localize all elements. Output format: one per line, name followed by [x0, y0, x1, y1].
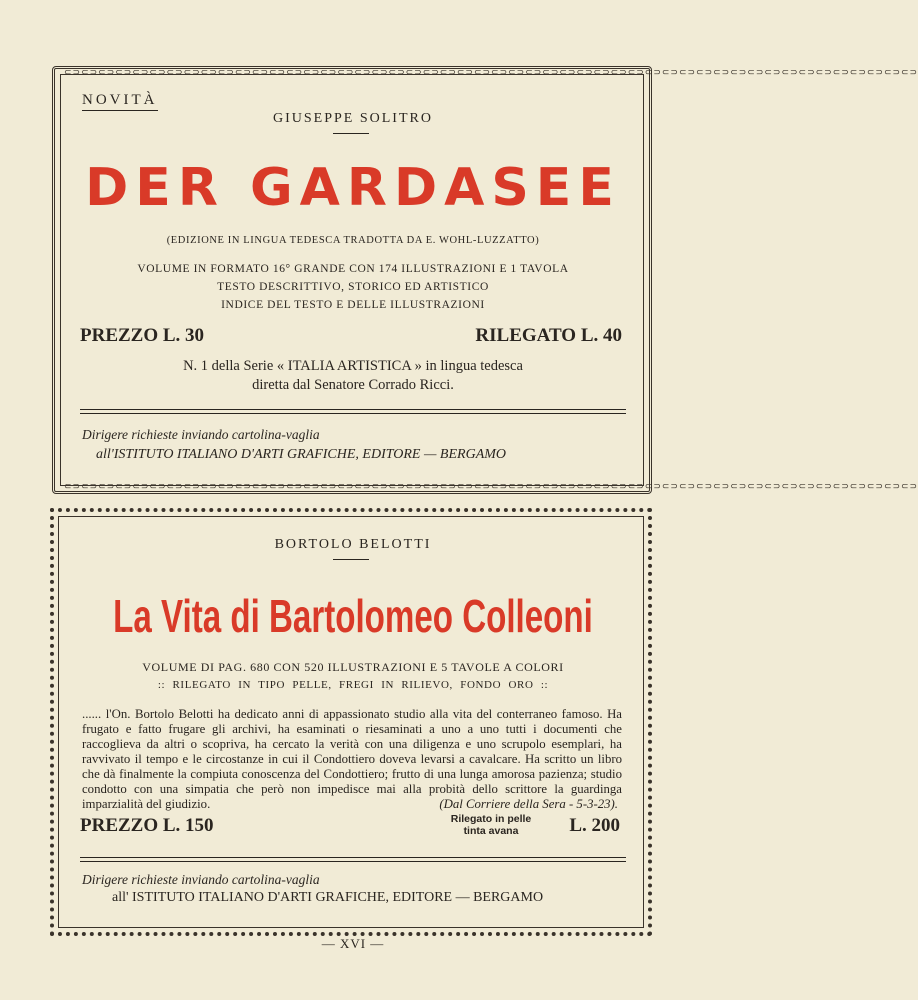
ad1-author-rule [333, 133, 369, 134]
ad2-price: PREZZO L. 150 [80, 815, 214, 836]
ad2-desc-line2: :: RILEGATO IN TIPO PELLE, FREGI IN RILIEVO, FONDO ORO :: [157, 679, 549, 691]
ad1-series-line2: diretta dal Senatore Corrado Ricci. [252, 377, 454, 393]
novita-label: NOVITÀ [82, 92, 158, 111]
ad2-review-text: ...... l'On. Bortolo Belotti ha dedicato anni di appassionato studio alla vita del conterraneo famoso. Ha frugato e fatto frugare gli archivi, ha esaminati o riesaminati a uno a uno tutti i documenti che raccoglieva da altri o scopriva, ha cercato la verità con una diligenza e uno scrupolo esemplari, ha ravvivato il tempo e le circostanze in cui il Condottiero doveva levarsi a cavalcare. Ha scritto un libro che dà finalmente la compiuta conoscenza del Condottiero; frutto di una lunga amorosa pazienza; studio condotto con una simpatia che però non impedisce mai alla probità dello scrittore la guardinga imparzialità del giudizio. [82, 707, 622, 811]
ad2-desc-line1: VOLUME DI PAG. 680 CON 520 ILLUSTRAZIONI E 5 TAVOLE A COLORI [142, 660, 564, 674]
ad1-bound-price: RILEGATO L. 40 [475, 325, 622, 346]
ad1-inner-frame [60, 74, 644, 486]
ad2-author-rule [333, 559, 369, 560]
ad1-title: DER GARDASEE [85, 158, 621, 218]
ad1-top-ornament: ⊂⊃⊂⊃⊂⊃⊂⊃⊂⊃⊂⊃⊂⊃⊂⊃⊂⊃⊂⊃⊂⊃⊂⊃⊂⊃⊂⊃⊂⊃⊂⊃⊂⊃⊂⊃⊂⊃⊂⊃⊂⊃⊂⊃⊂⊃⊂⊃⊂⊃⊂⊃⊂⊃⊂⊃⊂⊃⊂⊃⊂⊃⊂⊃⊂⊃⊂⊃⊂⊃⊂⊃⊂⊃⊂⊃⊂⊃⊂⊃⊂⊃⊂⊃⊂⊃⊂⊃⊂⊃⊂⊃⊂⊃⊂⊃⊂⊃⊂⊃ [64, 68, 918, 78]
ad1-author: GIUSEPPE SOLITRO [273, 111, 433, 126]
ad2-review-quote [82, 707, 622, 812]
ad1-contact-line1: Dirigere richieste inviando cartolina-vaglia [82, 427, 320, 442]
ad1-edition-note: (EDIZIONE IN LINGUA TEDESCA TRADOTTA DA E. WOHL-LUZZATTO) [166, 235, 540, 246]
ad2-bound-price: L. 200 [569, 815, 620, 836]
ad2-bound-note [430, 813, 552, 837]
page-number: — XVI — [321, 936, 385, 951]
ad2-contact-line1: Dirigere richieste inviando cartolina-vaglia [82, 872, 320, 887]
ad1-divider [80, 409, 626, 414]
ad1-desc-line3: INDICE DEL TESTO E DELLE ILLUSTRAZIONI [221, 299, 485, 311]
ad2-divider [80, 857, 626, 862]
ad1-price: PREZZO L. 30 [80, 325, 205, 346]
ad2-bound-note-line1: Rilegato in pelle [450, 813, 532, 825]
ad1-desc-line2: TESTO DESCRITTIVO, STORICO ED ARTISTICO [217, 281, 489, 293]
ad2-bound-note-line2: tinta avana [463, 825, 519, 837]
ad2-author: BORTOLO BELOTTI [274, 537, 432, 552]
ad2-quote-source: (Dal Corriere della Sera - 5-3-23). [439, 797, 618, 811]
ad1-series-line1: N. 1 della Serie « ITALIA ARTISTICA » in lingua tedesca [183, 358, 523, 374]
ad1-desc-line1: VOLUME IN FORMATO 16° GRANDE CON 174 ILLUSTRAZIONI E 1 TAVOLA [137, 263, 569, 275]
ad2-contact-line2: all' ISTITUTO ITALIANO D'ARTI GRAFICHE, EDITORE — BERGAMO [112, 890, 544, 905]
ad1-contact-line2: all'ISTITUTO ITALIANO D'ARTI GRAFICHE, EDITORE — BERGAMO [96, 447, 507, 462]
ad2-title: La Vita di Bartolomeo Colleoni [113, 590, 593, 642]
ad1-bottom-ornament: ⊂⊃⊂⊃⊂⊃⊂⊃⊂⊃⊂⊃⊂⊃⊂⊃⊂⊃⊂⊃⊂⊃⊂⊃⊂⊃⊂⊃⊂⊃⊂⊃⊂⊃⊂⊃⊂⊃⊂⊃⊂⊃⊂⊃⊂⊃⊂⊃⊂⊃⊂⊃⊂⊃⊂⊃⊂⊃⊂⊃⊂⊃⊂⊃⊂⊃⊂⊃⊂⊃⊂⊃⊂⊃⊂⊃⊂⊃⊂⊃⊂⊃⊂⊃⊂⊃⊂⊃⊂⊃⊂⊃⊂⊃⊂⊃⊂⊃⊂⊃ [64, 482, 918, 492]
